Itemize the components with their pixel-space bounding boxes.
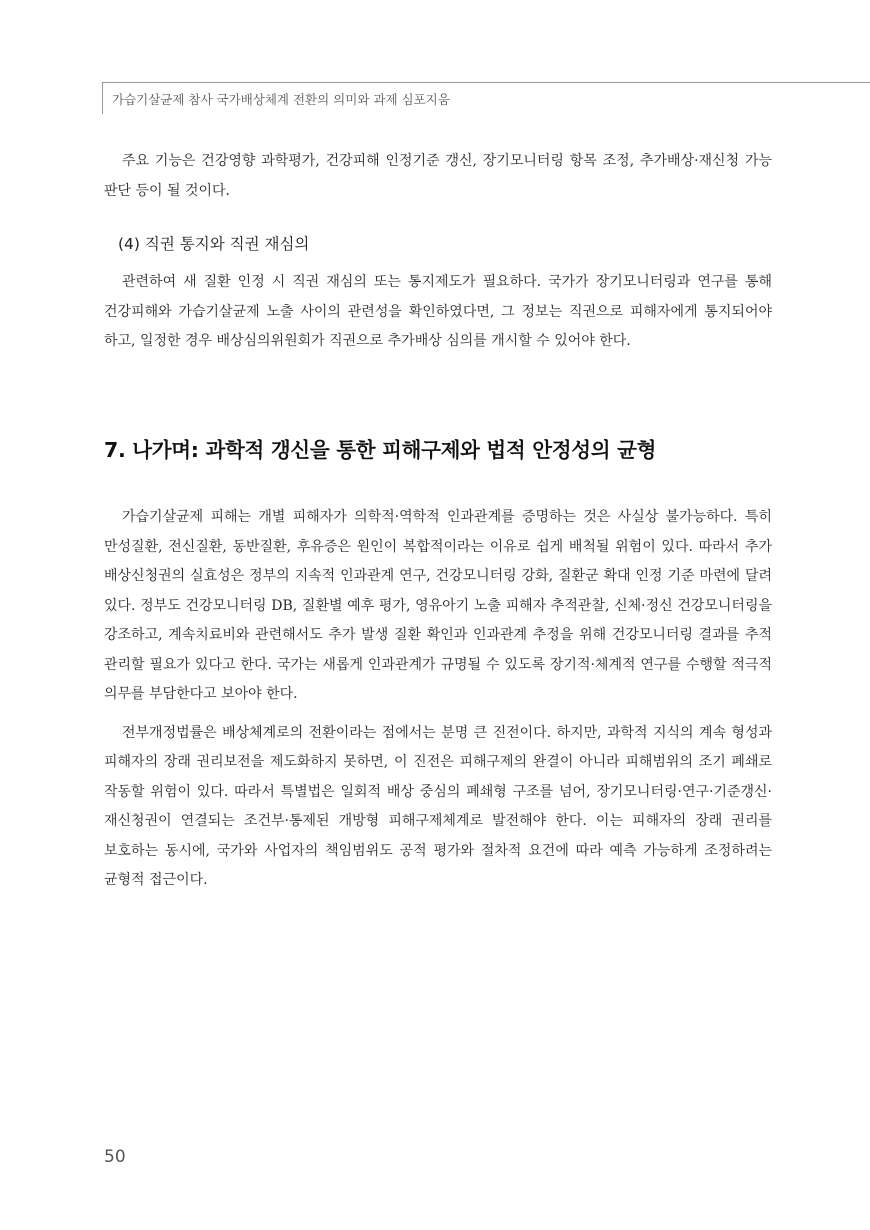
running-header: 가습기살균제 참사 국가배상체계 전환의 의미와 과제 심포지움 (112, 92, 450, 107)
intro-block (104, 147, 772, 206)
subsection-paragraph: 관련하여 새 질환 인정 시 직권 재심의 또는 통지제도가 필요하다. 국가가 장기모니터링과 연구를 통해 건강피해와 가습기살균제 노출 사이의 관련성을 확인하였다면, 그 정보는 직권으로 피해자에게 통지되어야 하고, 일정한 경우 배상심의위원회가 직권으로 추가배상 심의를 개시할 수 있어야 한다. (104, 274, 772, 349)
subsection-heading: (4) 직권 통지와 직권 재심의 (118, 235, 310, 253)
section-paragraph-2: 전부개정법률은 배상체계로의 전환이라는 점에서는 분명 큰 진전이다. 하지만, 과학적 지식의 계속 형성과 피해자의 장래 권리보전을 제도화하지 못하면, 이 진전은 피해구제의 완결이 아니라 피해범위의 조기 폐쇄로 작동할 위험이 있다. 따라서 특별법은 일회적 배상 중심의 폐쇄형 구조를 넘어, 장기모니터링·연구·기준갱신·재신청권이 연결되는 조건부·통제된 개방형 피해구제체계로 발전해야 한다. 이는 피해자의 장래 권리를 보호하는 동시에, 국가와 사업자의 책임범위도 공적 평가와 절차적 요건에 따라 예측 가능하게 조정하려는 균형적 접근이다. (104, 724, 772, 888)
section-paragraph-1: 가습기살균제 피해는 개별 피해자가 의학적·역학적 인과관계를 증명하는 것은 사실상 불가능하다. 특히 만성질환, 전신질환, 동반질환, 후유증은 원인이 복합적이라는 이유로 쉽게 배척될 위험이 있다. 따라서 추가 배상신청권의 실효성은 정부의 지속적 인과관계 연구, 건강모니터링 강화, 질환군 확대 인정 기준 마련에 달려 있다. 정부도 건강모니터링 DB, 질환별 예후 평가, 영유아기 노출 피해자 추적관찰, 신체·정신 건강모니터링을 강조하고, 계속치료비와 관련해서도 추가 발생 질환 확인과 인과관계 추정을 위해 건강모니터링 결과를 추적 관리할 필요가 있다고 한다. 국가는 새롭게 인과관계가 규명될 수 있도록 장기적·체계적 연구를 수행할 적극적 의무를 부담한다고 보아야 한다. (104, 509, 772, 702)
section-heading: 7. 나가며: 과학적 갱신을 통한 피해구제와 법적 안정성의 균형 (104, 438, 657, 462)
intro-paragraph: 주요 기능은 건강영향 과학평가, 건강피해 인정기준 갱신, 장기모니터링 항목 조정, 추가배상·재신청 가능 판단 등이 될 것이다. (104, 153, 772, 199)
subsection-body (104, 268, 772, 357)
header-rule (102, 82, 870, 83)
section-body (104, 503, 772, 896)
page-number: 50 (104, 1147, 126, 1167)
header-vertical-bar (102, 82, 103, 114)
